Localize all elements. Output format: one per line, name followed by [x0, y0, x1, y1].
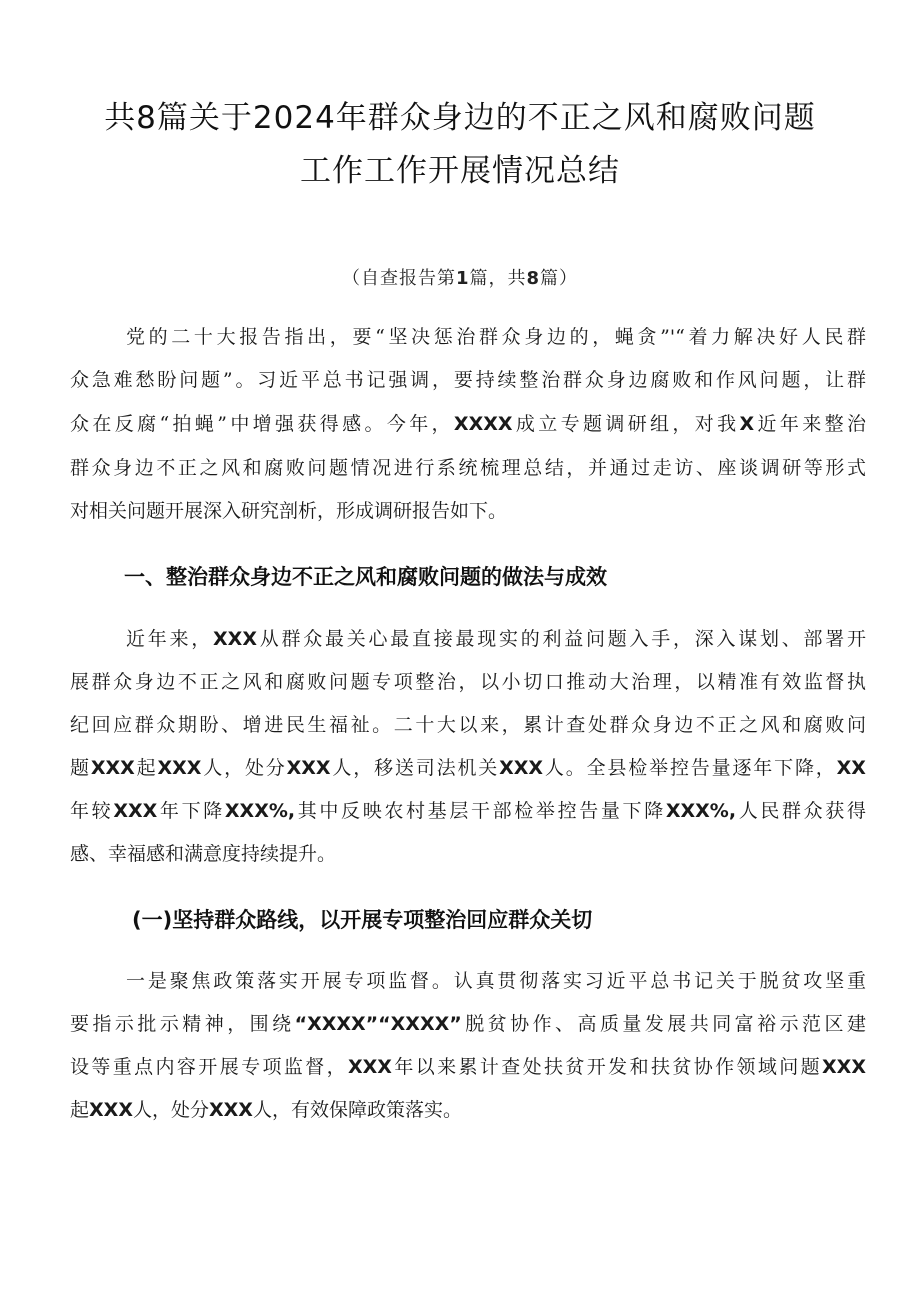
paragraph-2-line-2: 展群众身边不正之风和腐败问题专项整治，以小切口推动大治理，以精准有效监督执 — [70, 671, 866, 693]
p2-l5-c: 年下降 — [157, 800, 225, 822]
p2-l4-e: 人，处分 — [201, 757, 287, 779]
subtitle-number-1: 1 — [455, 268, 470, 289]
subtitle-middle: 篇，共 — [469, 268, 527, 289]
p3-l3-b: XXX — [348, 1056, 392, 1078]
paragraph-2-line-4 — [70, 755, 866, 781]
p2-l4-g: 人，移送司法机关 — [330, 757, 500, 779]
p2-l5-g: 人民群众获得 — [736, 800, 866, 822]
p2-l4-f: XXX — [286, 757, 331, 779]
paragraph-1-line-3 — [70, 411, 866, 437]
document-subtitle — [0, 264, 920, 290]
p1-l3-middle: 成立专题调研组，对我 — [512, 413, 740, 435]
p2-l5-b: XXX — [113, 800, 158, 822]
paragraph-3-line-4 — [70, 1097, 866, 1123]
paragraph-1-line-2: 众急难愁盼问题”。习近平总书记强调，要持续整治群众身边腐败和作风问题，让群 — [70, 369, 866, 391]
p2-l4-c: 起 — [134, 757, 158, 779]
p3-l3-a: 设等重点内容开展专项监督， — [70, 1056, 348, 1078]
p2-l1-placeholder: XXX — [213, 628, 257, 650]
p1-l3-placeholder-1: XXXX — [453, 413, 513, 435]
p2-l4-a: 题 — [70, 757, 91, 779]
p3-l4-e: 人，有效保障政策落实。 — [252, 1099, 462, 1121]
paragraph-3-line-2 — [70, 1011, 866, 1037]
p2-l1-c: 从群众最关心最直接最现实的利益问题入手，深入谋划、部署开 — [256, 628, 866, 650]
paragraph-2-line-1 — [126, 626, 866, 652]
document-title-line-1: 共8篇关于2024年群众身边的不正之风和腐败问题 — [104, 100, 816, 136]
document-title-line-2: 工作工作开展情况总结 — [300, 153, 620, 189]
subtitle-prefix: （自查报告第 — [341, 268, 456, 289]
p3-l2-a: 要指示批示精神，围绕 — [70, 1013, 295, 1035]
p1-l3-placeholder-2: X — [739, 413, 755, 435]
p2-l4-j: XX — [836, 757, 866, 779]
p3-l2-d: 脱贫协作、高质量发展共同富裕示范区建 — [461, 1013, 866, 1035]
paragraph-2-line-6: 感、幸福感和满意度持续提升。 — [70, 843, 337, 865]
section-heading-2: (一)坚持群众路线，以开展专项整治回应群众关切 — [132, 908, 593, 932]
p2-l5-d: XXX%, — [224, 800, 296, 822]
paragraph-2-line-5 — [70, 798, 866, 824]
p2-l4-d: XXX — [157, 757, 202, 779]
p1-l3-end: 近年来整治 — [754, 413, 866, 435]
p3-l4-b: XXX — [89, 1099, 133, 1121]
p2-l5-f: XXX%, — [665, 800, 737, 822]
section-heading-1: 一、整治群众身边不正之风和腐败问题的做法与成效 — [124, 565, 607, 589]
paragraph-2-line-3: 纪回应群众期盼、增进民生福祉。二十大以来，累计查处群众身边不正之风和腐败问 — [70, 714, 866, 736]
p2-l4-h: XXX — [499, 757, 544, 779]
p3-l4-d: XXX — [208, 1099, 253, 1121]
p2-l5-e: 其中反映农村基层干部检举控告量下降 — [295, 800, 666, 822]
subtitle-number-2: 8 — [526, 268, 541, 289]
p3-l2-c: “XXXX” — [378, 1013, 462, 1035]
paragraph-3-line-1: 一是聚焦政策落实开展专项监督。认真贯彻落实习近平总书记关于脱贫攻坚重 — [126, 970, 866, 992]
paragraph-3-line-3 — [70, 1054, 866, 1080]
p2-l4-i: 人。全县检举控告量逐年下降， — [543, 757, 837, 779]
p3-l2-b: “XXXX” — [294, 1013, 379, 1035]
p3-l4-a: 起 — [70, 1099, 90, 1121]
p3-l4-c: 人，处分 — [132, 1099, 209, 1121]
p2-l5-a: 年较 — [70, 800, 114, 822]
p3-l3-c: 年以来累计查处扶贫开发和扶贫协作领域问题 — [391, 1056, 823, 1078]
p3-l3-d: XXX — [822, 1056, 866, 1078]
paragraph-1-line-4: 群众身边不正之风和腐败问题情况进行系统梳理总结，并通过走访、座谈调研等形式 — [70, 457, 866, 479]
paragraph-1-line-5: 对相关问题开展深入研究剖析，形成调研报告如下。 — [70, 500, 508, 522]
p1-l3-text: 众在反腐“拍蝇”中增强获得感。今年， — [70, 413, 454, 435]
subtitle-suffix: 篇） — [540, 268, 579, 289]
p2-l4-b: XXX — [90, 757, 135, 779]
p2-l1-a: 近年来， — [126, 628, 214, 650]
paragraph-1-line-1: 党的二十大报告指出，要“坚决惩治群众身边的，蝇贪”'“着力解决好人民群 — [126, 326, 866, 348]
